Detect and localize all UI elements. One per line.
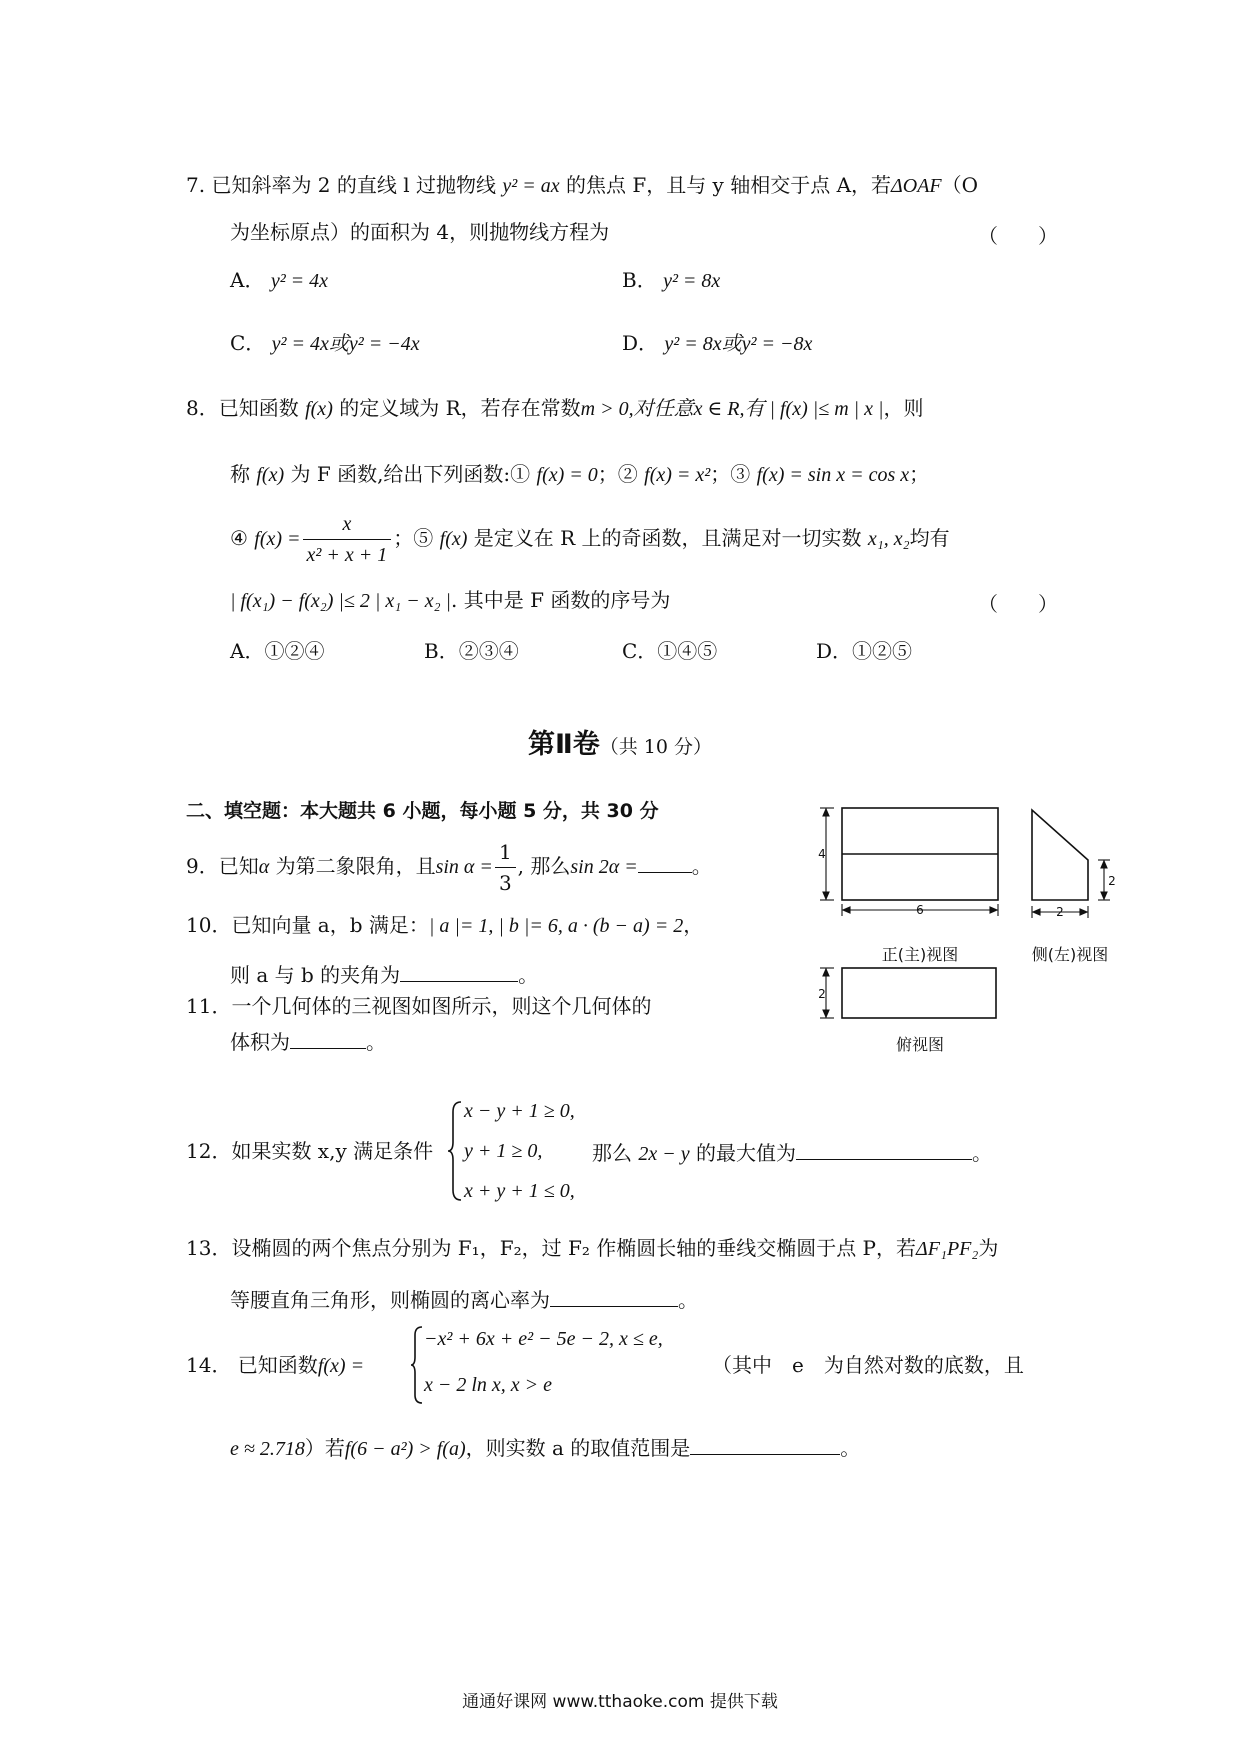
q8-line4: | f(x₁) − f(x₂) |≤ 2 | x₁ − x₂ |. 其中是 F 函数的序号为 [230,588,671,612]
q7-triangle: ΔOAF [891,175,942,197]
dim-top-height: 2 [818,987,826,1001]
q7-option-a: A． y² = 4x [230,268,329,292]
q11-answer-blank[interactable] [290,1030,366,1049]
q14-brace [410,1325,424,1405]
q9-line: 9．已知α 为第二象限角，且sin α = $\frac{1}{3}$ , 那么sin 2α = 。 [186,840,712,895]
q13-answer-blank[interactable] [550,1288,678,1307]
dim-front-height: 4 [818,847,826,861]
q9-answer-blank[interactable] [638,854,692,873]
q14-case-1: −x² + 6x + e² − 5e − 2, x ≤ e, [424,1328,663,1350]
q8-line1: 8．已知函数 f(x) 的定义域为 R，若存在常数m > 0,对任意x ∈ R,有 | f(x) |≤ m | x |，则 [186,396,924,420]
q12-answer-blank[interactable] [796,1141,972,1160]
q12-post: 那么 2x − y 的最大值为 。 [592,1141,992,1165]
q8-option-d: D．①②⑤ [816,639,913,663]
q7-parabola-eq: y² = ax [502,175,560,197]
three-view-figure [810,800,1130,1060]
dim-side-width: 2 [1056,905,1064,919]
q14-line2: e ≈ 2.718）若f(6 − a²) > f(a)，则实数 a 的取值范围是 。 [230,1436,861,1460]
part2-title: 第Ⅱ卷（共 10 分） [527,729,713,760]
dim-front-width: 6 [916,903,924,917]
q12-constraint-1: x − y + 1 ≥ 0, [464,1100,575,1122]
q12-constraint-2: y + 1 ≥ 0, [464,1140,543,1162]
front-view-label: 正(主)视图 [881,945,959,964]
q10-line1: 10．已知向量 a，b 满足：| a |= 1, | b |= 6, a · (b − a) = 2， [186,913,704,937]
q9-fraction: $\frac{1}{3}$ [495,840,516,895]
q12-constraint-3: x + y + 1 ≤ 0, [464,1180,575,1202]
q7-answer-paren: （ ） [978,224,1058,248]
q8-fraction: $\frac{x}{\text{x² + x + 1}}$ [303,512,392,567]
top-view-label: 俯视图 [895,1035,945,1054]
q14-post: （其中 e 为自然对数的底数，且 [712,1353,1024,1377]
q14-pre: 14． 已知函数f(x) = [186,1353,365,1377]
footer: 通通好课网 www.tthaoke.com 提供下载 [462,1692,778,1712]
dim-side-height: 2 [1108,874,1116,888]
q11-line1: 11．一个几何体的三视图如图所示，则这个几何体的 [186,994,652,1018]
q8-option-b: B．②③④ [424,639,519,663]
q12-brace [447,1100,463,1202]
q14-answer-blank[interactable] [690,1436,840,1455]
q7-option-b: B． y² = 8x [622,268,721,292]
q8-line3: ④ f(x) = $\frac{x}{\text{x² + x + 1}}$ ；⑤ f(x) 是定义在 R 上的奇函数，且满足对一切实数 x₁, x₂均有 [230,513,950,566]
q7-line2: 为坐标原点）的面积为 4，则抛物线方程为 [230,220,610,244]
q7-option-d: D． y² = 8x或y² = −8x [622,331,813,355]
side-view-label: 侧(左)视图 [1031,945,1109,964]
q7-option-c: C． y² = 4x或y² = −4x [230,331,420,355]
q8-answer-paren: （ ） [978,592,1058,616]
q7-line1: 7. 已知斜率为 2 的直线 l 过抛物线 y² = ax 的焦点 F，且与 y 轴相交于点 A，若ΔOAF（O [186,173,979,197]
q13-line1: 13．设椭圆的两个焦点分别为 F₁，F₂，过 F₂ 作椭圆长轴的垂线交椭圆于点 P，若ΔF₁PF₂为 [186,1236,999,1260]
q8-option-a: A．①②④ [230,639,325,663]
top-view-rect [842,968,996,1018]
q14-case-2: x − 2 ln x, x > e [424,1374,553,1396]
section2-heading: 二、填空题：本大题共 6 小题，每小题 5 分，共 30 分 [186,800,659,822]
q12-pre: 12．如果实数 x,y 满足条件 [186,1139,434,1163]
side-view-shape [1032,810,1088,900]
q10-line2: 则 a 与 b 的夹角为 。 [230,963,539,987]
q8-option-c: C．①④⑤ [622,639,718,663]
q11-line2: 体积为 。 [230,1030,386,1054]
q8-line2: 称 f(x) 为 F 函数,给出下列函数:① f(x) = 0；② f(x) = x²；③ f(x) = sin x = cos x； [230,462,930,486]
q10-answer-blank[interactable] [400,963,518,982]
q13-line2: 等腰直角三角形，则椭圆的离心率为 。 [230,1288,698,1312]
